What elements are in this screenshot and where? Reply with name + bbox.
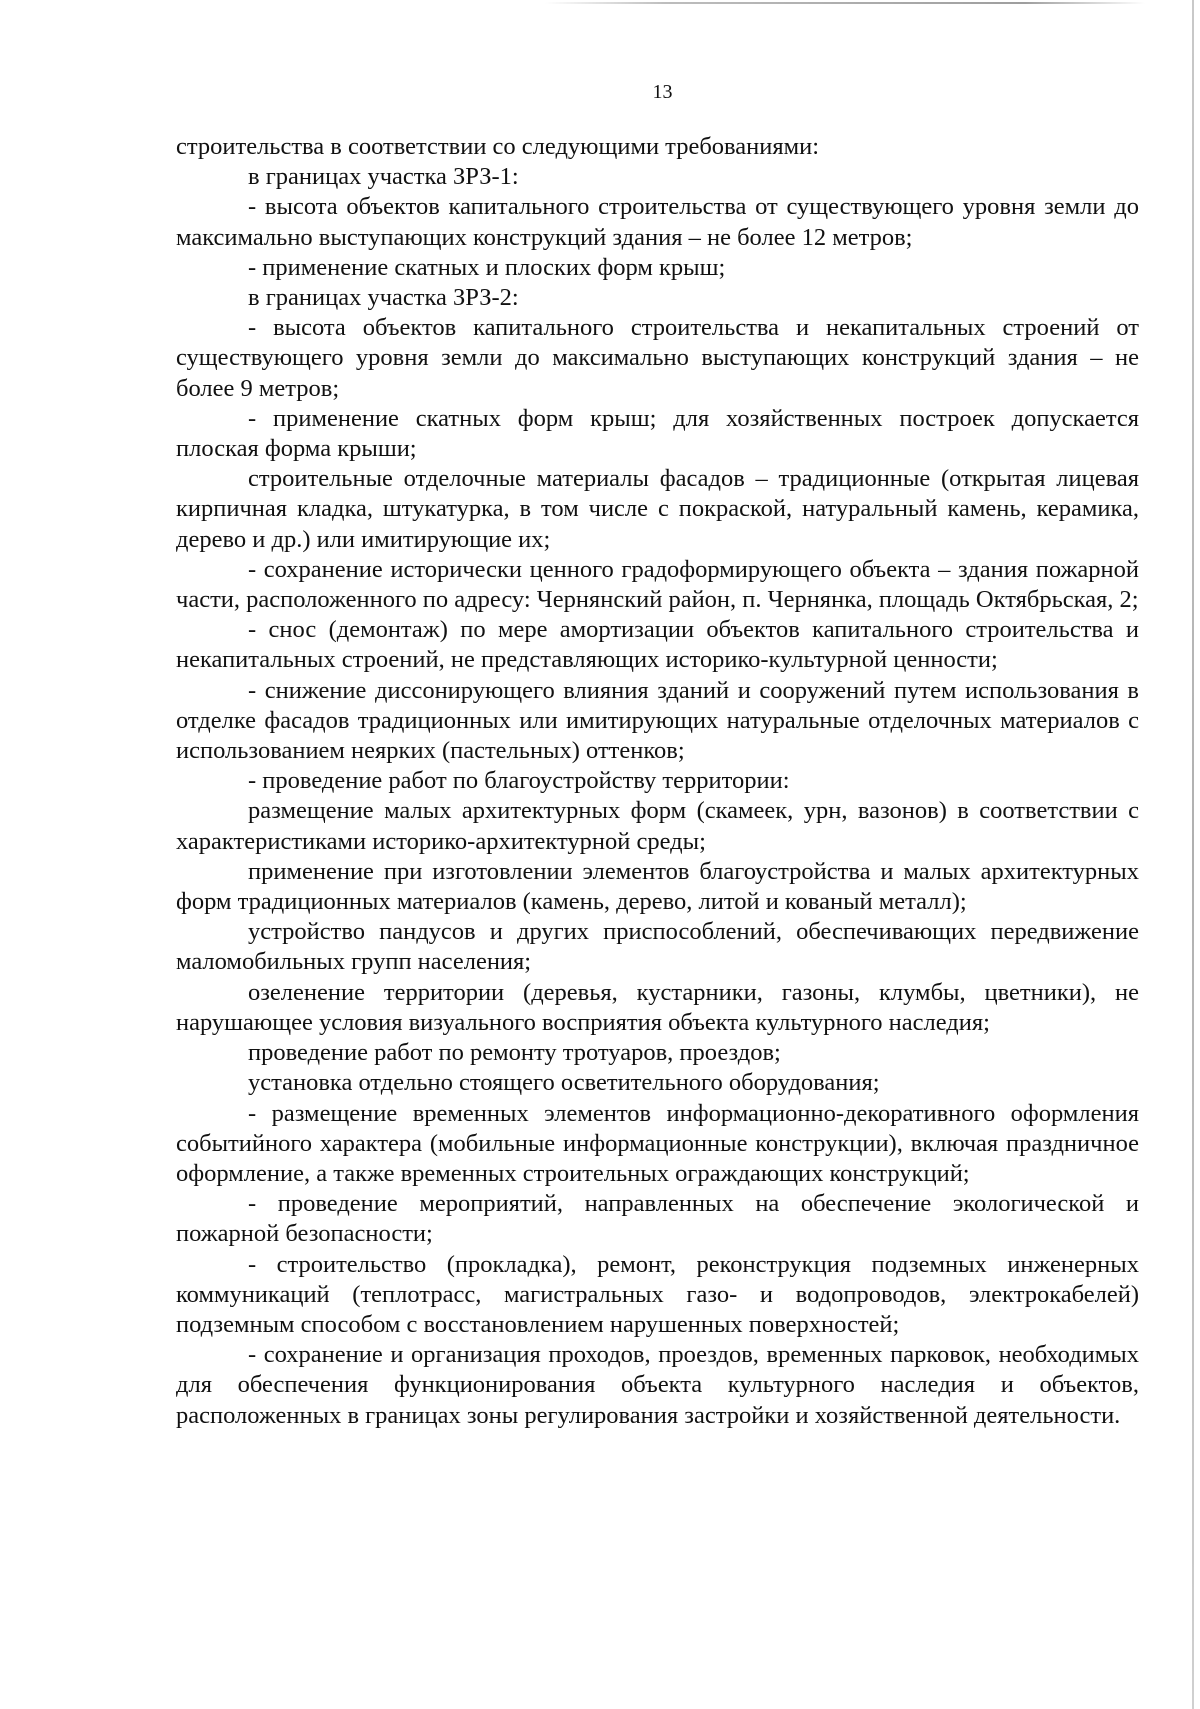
body-text <box>176 132 1139 1431</box>
paragraph-lighting: установка отдельно стоящего осветительного оборудования; <box>248 1069 880 1097</box>
paragraph-facade-materials: строительные отделочные материалы фасадов – традиционные (открытая лицевая кирпичная кладка, штукатурка, в том числе с покраской, натуральный камень, керамика, дерево и др.) или имитирующие их; <box>176 465 1139 553</box>
paragraph-dissonance: - снижение диссонирующего влияния зданий и сооружений путем использования в отделке фасадов традиционных или имитирующих натуральные отделочных материалов с использованием неярких (пастельных) оттенков; <box>176 676 1139 765</box>
paragraph-zone-1-roofs: - применение скатных и плоских форм крыш; <box>248 253 726 281</box>
paragraph-sidewalks: проведение работ по ремонту тротуаров, проездов; <box>248 1039 781 1067</box>
paragraph-zone-2-roofs: - применение скатных форм крыш; для хозяйственных построек допускается плоская форма крыши; <box>176 404 1139 463</box>
paragraph-fire-station: - сохранение исторически ценного градоформирующего объекта – здания пожарной части, расположенного по адресу: Чернянский район, п. Чернянка, площадь Октябрьская, 2; <box>176 555 1139 614</box>
paragraph-zone-2-height: - высота объектов капитального строительства и некапитальных строений от существующего уровня земли до максимально выступающих конструкций здания – не более 9 метров; <box>176 314 1139 402</box>
paragraph-demolition: - снос (демонтаж) по мере амортизации объектов капитального строительства и некапитальных строений, не представляющих историко-культурной ценности; <box>176 616 1139 674</box>
paragraph-traditional-materials: применение при изготовлении элементов благоустройства и малых архитектурных форм традиционных материалов (камень, дерево, литой и кованый металл); <box>176 857 1139 916</box>
scan-edge-right <box>1192 0 1194 1709</box>
paragraph-safety: - проведение мероприятий, направленных на обеспечение экологической и пожарной безопасности; <box>176 1190 1139 1248</box>
paragraph-continuation: строительства в соответствии со следующими требованиями: <box>176 133 820 160</box>
paragraph-landscaping: - проведение работ по благоустройству территории: <box>248 767 790 795</box>
paragraph-zone-2-heading: в границах участка ЗРЗ-2: <box>248 284 519 312</box>
paragraph-utilities: - строительство (прокладка), ремонт, реконструкция подземных инженерных коммуникаций (теплотрасс, магистральных газо- и водопроводов, электрокабелей) подземным способом с восстановлением нарушенных поверхностей; <box>176 1250 1139 1338</box>
paragraph-greening: озеленение территории (деревья, кустарники, газоны, клумбы, цветники), не нарушающее условия визуального восприятия объекта культурного наследия; <box>176 978 1139 1036</box>
paragraph-temporary-decor: - размещение временных элементов информационно-декоративного оформления событийного характера (мобильные информационные конструкции), включая праздничное оформление, а также временных строительных ограждающих конструкций; <box>176 1099 1139 1187</box>
paragraph-small-forms: размещение малых архитектурных форм (скамеек, урн, вазонов) в соответствии с характеристиками историко-архитектурной среды; <box>176 797 1139 855</box>
page-number: 13 <box>652 81 673 103</box>
paragraph-ramps: устройство пандусов и других приспособлений, обеспечивающих передвижение маломобильных групп населения; <box>176 918 1139 976</box>
paragraph-zone-1-heading: в границах участка ЗРЗ-1: <box>248 163 519 191</box>
paragraph-passages: - сохранение и организация проходов, проездов, временных парковок, необходимых для обеспечения функционирования объекта культурного наследия и объектов, расположенных в границах зоны регулирования застройки и хозяйственной деятельности. <box>176 1341 1139 1429</box>
paragraph-zone-1-height: - высота объектов капитального строительства от существующего уровня земли до максимально выступающих конструкций здания – не более 12 метров; <box>176 193 1139 251</box>
scan-edge-top <box>545 2 1145 4</box>
